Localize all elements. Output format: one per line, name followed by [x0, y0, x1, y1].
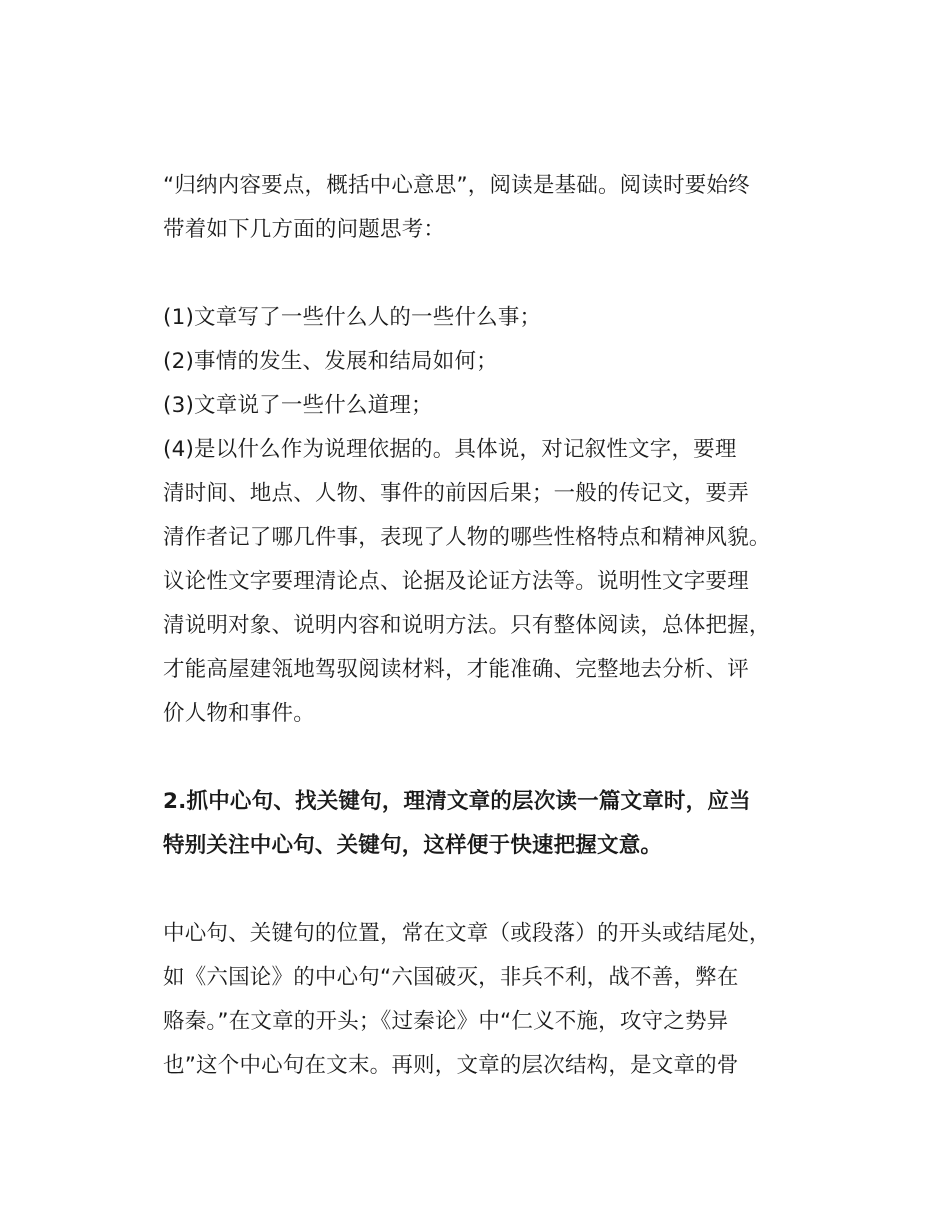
text-line: (2)事情的发生、发展和结局如何； — [163, 349, 498, 374]
text-line: “归纳内容要点，概括中心意思”，阅读是基础。阅读时要始终 — [163, 173, 750, 198]
text-line: 价人物和事件。 — [163, 701, 315, 726]
section-heading — [163, 780, 803, 868]
text-line: 如《六国论》的中心句“六国破灭，非兵不利，战不善，弊在 — [163, 965, 739, 990]
text-line: 才能高屋建瓴地驾驭阅读材料，才能准确、完整地去分析、评 — [163, 657, 749, 682]
text-line: (1)文章写了一些什么人的一些什么事； — [163, 305, 542, 330]
intro-paragraph — [163, 164, 803, 252]
paragraph-gap — [163, 868, 803, 912]
text-line: 赂秦。”在文章的开头；《过秦论》中“仁义不施，攻守之势异 — [163, 1009, 729, 1034]
text-line: (4)是以什么作为说理依据的。具体说，对记叙性文字，要理 — [163, 437, 737, 462]
body-paragraph — [163, 912, 803, 1088]
text-line: 清时间、地点、人物、事件的前因后果；一般的传记文，要弄 — [163, 481, 749, 506]
paragraph-gap — [163, 252, 803, 296]
heading-line: 特别关注中心句、关键句，这样便于快速把握文意。 — [163, 833, 663, 858]
questions-paragraph — [163, 296, 803, 736]
paragraph-gap — [163, 736, 803, 780]
text-line: 也”这个中心句在文末。再则，文章的层次结构，是文章的骨 — [163, 1053, 739, 1078]
document-page — [163, 164, 803, 1088]
heading-line: 2.抓中心句、找关键句，理清文章的层次读一篇文章时，应当 — [163, 789, 751, 814]
text-line: 议论性文字要理清论点、论据及论证方法等。说明性文字要理 — [163, 569, 749, 594]
text-line: 中心句、关键句的位置，常在文章（或段落）的开头或结尾处， — [163, 921, 771, 946]
text-line: 清作者记了哪几件事，表现了人物的哪些性格特点和精神风貌。 — [163, 525, 771, 550]
text-line: (3)文章说了一些什么道理； — [163, 393, 433, 418]
text-line: 带着如下几方面的问题思考： — [163, 217, 446, 242]
text-line: 清说明对象、说明内容和说明方法。只有整体阅读，总体把握， — [163, 613, 771, 638]
